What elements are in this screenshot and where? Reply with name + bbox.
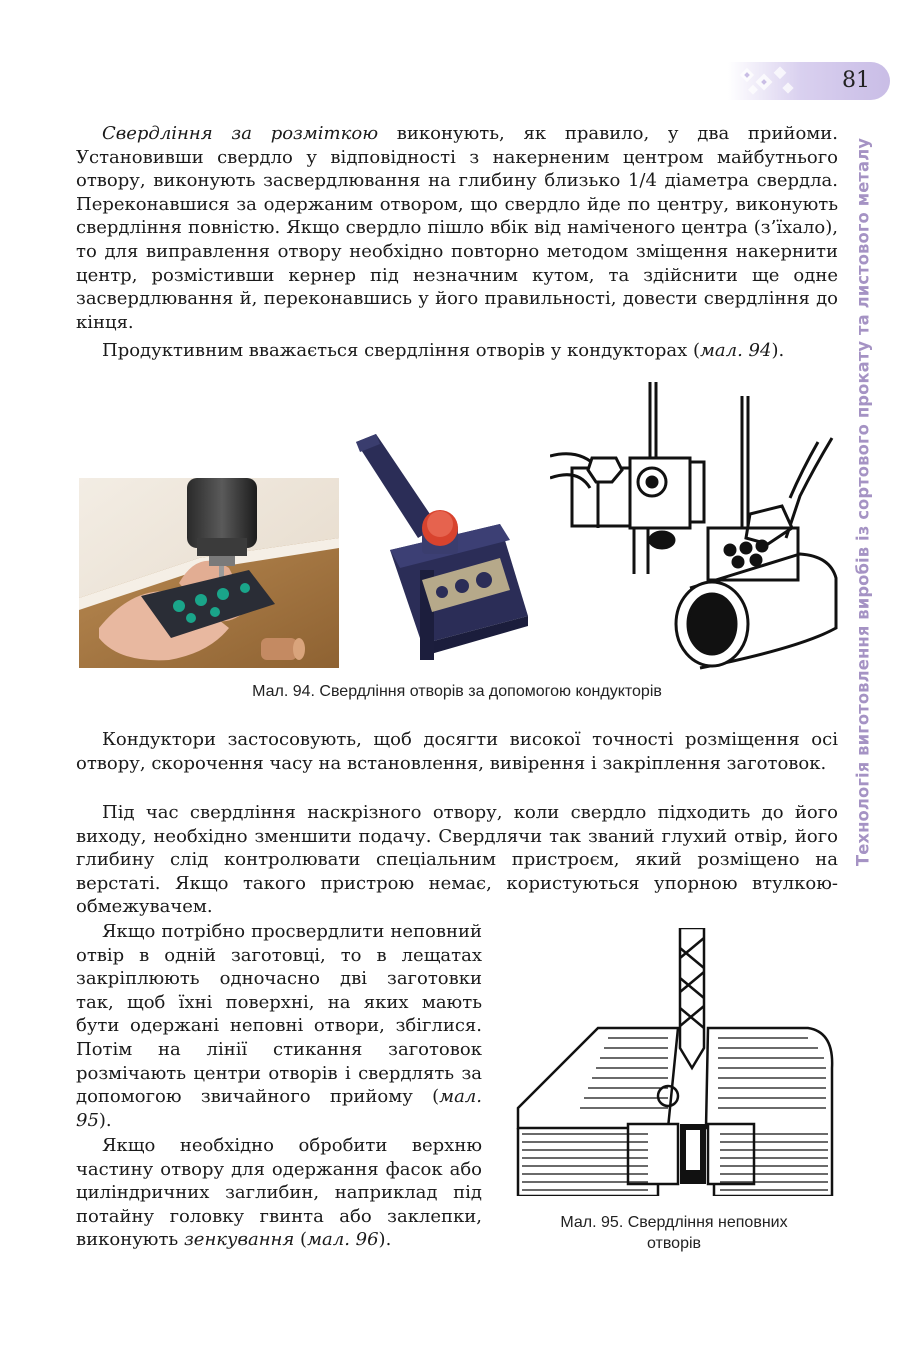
- paragraph-text: (: [294, 1229, 308, 1251]
- paragraph-text: Якщо необхідно обробити верхню частину отвору для одержання фасок або циліндричних заглибин, наприклад під потайну головку гвинта або заклепки, виконують: [76, 1135, 482, 1251]
- page-number: 81: [842, 68, 870, 93]
- paragraph-text-end: ).: [98, 1109, 112, 1131]
- figure-95-caption-line2: отворів: [646, 1235, 702, 1252]
- ornament-icon: [728, 62, 818, 100]
- paragraph-through-hole: [76, 801, 838, 919]
- figure-94-photo-drill-jig: [79, 478, 339, 668]
- paragraph-text: Під час свердління наскрізного отвору, коли свердло підходить до його виходу, необхідно зменшити подачу. Свердлячи так званий глухий отвір, його глибину слід контролювати спеціальним пристроєм, який розміщено на верстаті. Якщо такого пристрою немає, користуються упорною втулкою-обмежувачем.: [76, 802, 838, 918]
- figure-reference-95: мал. 95: [76, 1086, 482, 1131]
- figure-95-caption: [510, 1212, 838, 1254]
- paragraph-text: Якщо потрібно просвердлити неповний отвір в одній заготовці, то в лещатах закріплюють одночасно дві заготовки так, щоб їхні поверхні, на яких мають бути одержані неповні отвори, збіглися. Потім на лінії стикання заготовок розмічають центри отворів і свердлять за допомогою звичайного прийому (: [76, 921, 482, 1108]
- figure-94-caption: Мал. 94. Свердління отворів за допомогою кондукторів: [252, 683, 662, 700]
- figure-94-photo-doweling-jig: [350, 430, 550, 670]
- paragraph-drilling-by-marking: [76, 122, 838, 334]
- side-chapter-title: [843, 122, 883, 882]
- paragraph-text: виконують, як правило, у два прийоми. Установивши свердло у відповідності з накерненим центром майбутнього отвору, виконують засвердлювання на глибину близько 1/4 діаметра свердла. Переконавшися за одержаним отвором, що свердло йде по центру, виконують свердління повністю. Якщо свердло пішло вбік від наміченого центра (з’їхало), то для виправлення отвору необхідно повторно методом зміщення накернити центр, розмістивши кернер під незначним кутом, та здійснити ще одне засвердлювання й, переконавшись у його правильності, довести свердління до кінця.: [76, 123, 838, 333]
- figure-reference-96: мал. 96: [307, 1229, 379, 1251]
- paragraph-text: Продуктивним вважається свердління отворів у кондукторах (: [102, 340, 700, 361]
- figure-reference-94: мал. 94: [699, 340, 772, 361]
- paragraph-text: Кондуктори застосовують, щоб досягти високої точності розміщення осі отвору, скорочення часу на встановлення, вивірення і закріплення заготовок.: [76, 729, 838, 774]
- paragraph-jig-productivity: [76, 339, 838, 363]
- paragraph-countersinking: [76, 1134, 482, 1252]
- paragraph-jig-purpose: [76, 728, 838, 775]
- figure-95-drawing-partial-holes: [508, 928, 838, 1196]
- paragraph-text-end: ).: [771, 340, 785, 361]
- side-chapter-title-text: Технологія виготовлення виробів із сортового прокату та листового металу: [853, 137, 873, 867]
- paragraph-partial-hole: [76, 920, 482, 1132]
- figure-95-caption-line1: Мал. 95. Свердління неповних: [560, 1214, 788, 1231]
- figure-94-drawing-jig-on-tube: [550, 378, 840, 670]
- term-countersinking: зенкування: [183, 1229, 295, 1251]
- page-number-tab: [728, 62, 890, 100]
- term-drilling-by-marking: Свердління за розміткою: [102, 123, 379, 144]
- paragraph-text-end: ).: [378, 1229, 392, 1251]
